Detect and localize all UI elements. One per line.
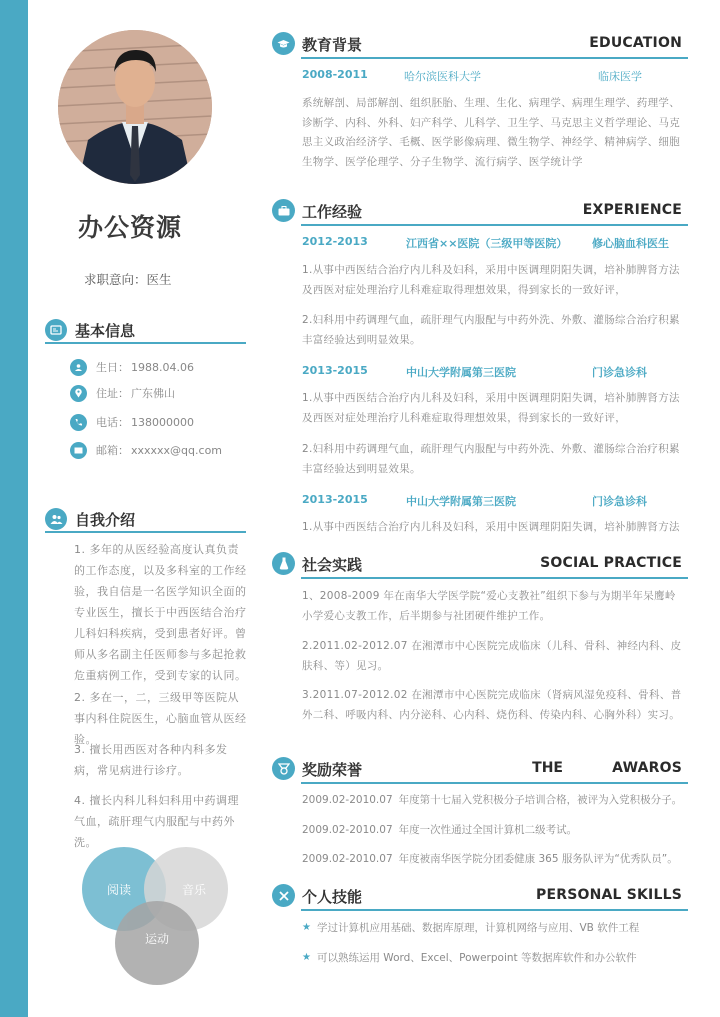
skills-title-en: PERSONAL SKILLS (535, 887, 682, 903)
experience-title-en: EXPERIENCE (582, 202, 682, 218)
social-item: 2.2011.02-2012.07 在湘潭市中心医院完成临床（儿科、骨科、神经内科、皮肤科、等）见习。 (302, 640, 682, 672)
self-intro-paragraph: 3. 擅长用西医对各种内科多发病，常见病进行诊疗。 (74, 743, 228, 777)
phone-icon (70, 414, 87, 431)
people-icon (45, 508, 67, 530)
job-org: 中山大学附属第三医院 (406, 366, 516, 379)
job-item: 2.妇科用中药调理气血，疏肝理气内服配与中药外洗、外敷、灌肠综合治疗积累丰富经验达到明显效果。 (302, 314, 680, 346)
tools-icon (272, 884, 295, 907)
social-title-en: SOCIAL PRACTICE (540, 555, 682, 571)
job-org: 中山大学附属第三医院 (406, 495, 516, 508)
awards-title: 奖励荣誉 (302, 761, 363, 779)
social-item: 3.2011.07-2012.02 在湘潭市中心医院完成临床（肾病风湿免疫科、骨科、普外二科、呼吸内科、内分泌科、心内科、烧伤科、传染内科、心胸外科）实习。 (302, 689, 682, 721)
job-period: 2013-2015 (302, 493, 368, 506)
job-item: 1.从事中西医结合治疗内儿科及妇科，采用中医调理阴阳失调，培补肺脾肾方法及西医对症处理治疗儿科难症取得理想效果，得到家长的一致好评， (302, 264, 680, 296)
info-phone (70, 412, 194, 432)
hobby-reading: 阅读 (82, 847, 166, 931)
hobbies-venn (78, 845, 238, 985)
email-icon (70, 442, 87, 459)
social-item: 1、2008-2009 年在南华大学医学院“爱心支教社”组织下参与为期半年呆鹰岭小学爱心支教工作，后半期参与社团硬件维护工作。 (302, 590, 676, 622)
award-text: 年度第十七届入党积极分子培训合格，被评为入党积极分子。 (398, 794, 683, 806)
self-intro-paragraph: 2. 多在一，二，三级甲等医院从事内科住院医生，心脑血管从医经验。 (74, 691, 247, 746)
job-role: 门诊急诊科 (592, 366, 647, 379)
email-label: 邮箱： (96, 444, 129, 457)
flask-icon (272, 552, 295, 575)
birthday-value: 1988.04.06 (131, 360, 194, 374)
phone-value: 138000000 (131, 415, 194, 429)
birthday-label: 生日： (96, 361, 129, 374)
job-role: 门诊急诊科 (592, 495, 647, 508)
award-date: 2009.02-2010.07 (302, 794, 393, 806)
location-icon (70, 385, 87, 402)
award-text: 年度一次性通过全国计算机二级考试。 (398, 824, 578, 836)
education-divider (301, 57, 688, 59)
address-label: 住址： (96, 387, 129, 400)
candidate-name: 办公资源 (77, 213, 182, 242)
info-birthday (70, 357, 194, 377)
job-org: 江西省××医院（三级甲等医院） (406, 237, 568, 250)
education-school: 哈尔滨医科大学 (404, 70, 481, 83)
info-address (70, 383, 175, 403)
job-item: 1.从事中西医结合治疗内儿科及妇科，采用中医调理阴阳失调，培补肺脾肾方法 (302, 521, 680, 533)
basic-info-header (45, 318, 246, 344)
id-card-icon (45, 319, 67, 341)
education-period: 2008-2011 (302, 68, 368, 81)
self-intro-title: 自我介绍 (75, 511, 136, 529)
skills-title: 个人技能 (302, 888, 363, 906)
left-accent-bar (0, 0, 28, 1017)
skill-item: ★ 学过计算机应用基础、数据库原理，计算机网络与应用、VB 软件工程 (302, 922, 640, 934)
star-icon: ★ (302, 952, 311, 963)
hobby-sports: 运动 (115, 901, 199, 985)
education-title-en: EDUCATION (589, 35, 682, 51)
job-intent-value: 医生 (146, 272, 172, 287)
birthday-icon (70, 359, 87, 376)
self-intro-paragraph: 1. 多年的从医经验高度认真负责的工作态度，以及多科室的工作经验，我自信是一名医学知识全面的专业医生，擅长于中西医结合治疗儿科妇科疾病，受到患者好评。曾师从多名副主任医师参与多起抢救危重病例工作，受到专家的认同。 (74, 543, 247, 682)
job-row (302, 235, 682, 251)
hobby-music: 音乐 (144, 847, 228, 931)
info-email (70, 440, 222, 460)
award-item (302, 792, 682, 807)
basic-info-title: 基本信息 (75, 322, 136, 340)
education-header (272, 30, 688, 56)
education-major: 临床医学 (598, 70, 642, 83)
profile-photo (58, 30, 212, 184)
awards-header (272, 755, 688, 781)
briefcase-icon (272, 199, 295, 222)
job-intent (84, 270, 172, 288)
experience-divider (301, 224, 688, 226)
job-row (302, 493, 682, 509)
job-item: 1.从事中西医结合治疗内儿科及妇科，采用中医调理阴阳失调，培补肺脾肾方法及西医对症处理治疗儿科难症取得理想效果，得到家长的一致好评， (302, 392, 680, 424)
award-item (302, 822, 577, 837)
experience-header (272, 197, 688, 223)
self-intro-header (45, 507, 246, 533)
skills-divider (301, 909, 688, 911)
medal-icon (272, 757, 295, 780)
social-header (272, 550, 688, 576)
skills-header (272, 882, 688, 908)
job-role: 修心脑血科医生 (592, 237, 669, 250)
education-title: 教育背景 (302, 36, 363, 54)
social-divider (301, 577, 688, 579)
email-value: xxxxxx@qq.com (131, 443, 223, 457)
address-value: 广东佛山 (131, 387, 175, 400)
award-date: 2009.02-2010.07 (302, 824, 393, 836)
education-courses: 系统解剖、局部解剖、组织胚胎、生理、生化、病理学、病理生理学、药理学、诊断学、内科、外科、妇产科学、儿科学、卫生学、马克思主义哲学理论、马克思主义政治经济学、毛概、医学影像病理、微生物学、神经学、精神病学、细胞生物学、医学伦理学、分子生物学、流行病学、医学统计学 (302, 97, 680, 168)
phone-label: 电话： (96, 416, 129, 429)
job-item: 2.妇科用中药调理气血，疏肝理气内服配与中药外洗、外敷、灌肠综合治疗积累丰富经验达到明显效果。 (302, 443, 680, 475)
job-period: 2012-2013 (302, 235, 368, 248)
experience-title: 工作经验 (302, 203, 363, 221)
job-intent-label: 求职意向： (84, 272, 147, 287)
job-period: 2013-2015 (302, 364, 368, 377)
skill-item: ★ 可以熟练运用 Word、Excel、Powerpoint 等数据库软件和办公软件 (302, 952, 637, 964)
social-title: 社会实践 (302, 556, 363, 574)
awards-divider (301, 782, 688, 784)
awards-title-en-2: AWAROS (612, 760, 682, 776)
job-row (302, 364, 682, 380)
awards-title-en-1: THE (532, 760, 563, 776)
award-item (302, 851, 678, 866)
award-date: 2009.02-2010.07 (302, 853, 393, 865)
star-icon: ★ (302, 922, 311, 933)
graduation-cap-icon (272, 32, 295, 55)
award-text: 年度被南华医学院分团委健康 365 服务队评为“优秀队员”。 (398, 853, 678, 865)
self-intro-paragraph: 4. 擅长内科儿科妇科用中药调理气血，疏肝理气内服配与中药外洗。 (74, 794, 239, 849)
education-row (302, 68, 682, 84)
